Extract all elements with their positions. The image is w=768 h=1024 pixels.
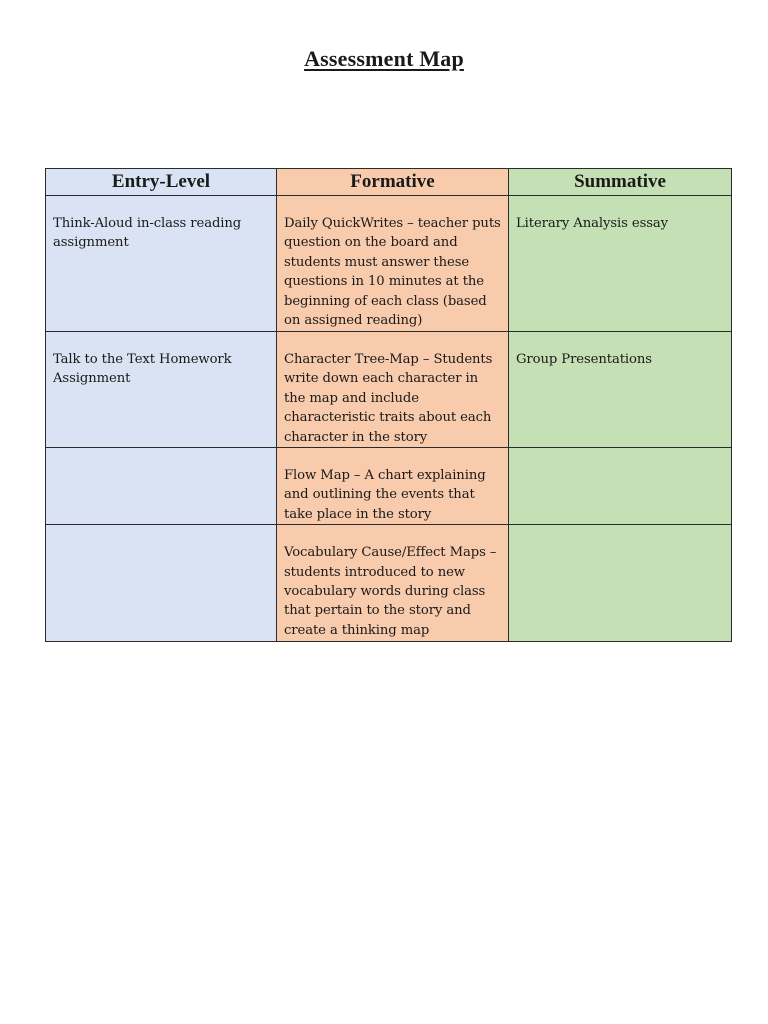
table-header-row (46, 169, 732, 196)
table-row (46, 196, 732, 332)
entry-level-cell: Think-Aloud in-class reading assignment (46, 196, 277, 332)
header-entry-level: Entry-Level (46, 169, 277, 196)
table-row (46, 332, 732, 448)
formative-cell: Daily QuickWrites – teacher puts question on the board and students must answer these questions in 10 minutes at the beginning of each class (based on assigned reading) (277, 196, 509, 332)
table-row (46, 448, 732, 525)
header-summative: Summative (509, 169, 732, 196)
summative-cell: Literary Analysis essay (509, 196, 732, 332)
page-title: Assessment Map (304, 46, 464, 71)
assessment-map-table (45, 168, 732, 642)
summative-cell: Group Presentations (509, 332, 732, 448)
formative-cell: Character Tree-Map – Students write down each character in the map and include characteristic traits about each character in the story (277, 332, 509, 448)
header-formative: Formative (277, 169, 509, 196)
formative-cell: Vocabulary Cause/Effect Maps – students introduced to new vocabulary words during class that pertain to the story and create a thinking map (277, 525, 509, 642)
formative-cell: Flow Map – A chart explaining and outlining the events that take place in the story (277, 448, 509, 525)
entry-level-cell (46, 448, 277, 525)
summative-cell (509, 525, 732, 642)
entry-level-cell: Talk to the Text Homework Assignment (46, 332, 277, 448)
entry-level-cell (46, 525, 277, 642)
summative-cell (509, 448, 732, 525)
table-row (46, 525, 732, 642)
